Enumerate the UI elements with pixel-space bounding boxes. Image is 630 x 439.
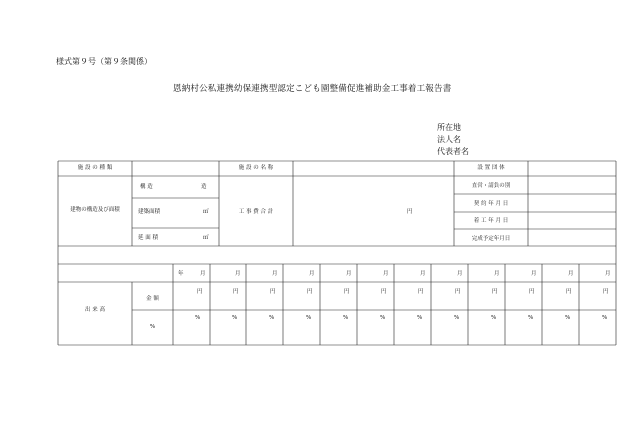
yen-cell: 円: [307, 289, 313, 295]
yen-cell: 円: [603, 289, 609, 295]
corporation-label: 法人名: [437, 135, 461, 144]
month-cell: 月: [605, 271, 611, 277]
yen-cell: 円: [270, 289, 276, 295]
amount-label: 金 額: [146, 296, 159, 302]
percent-cell: %: [232, 315, 238, 321]
month-cell: 月: [309, 271, 315, 277]
building-area-unit: ㎡: [203, 209, 209, 215]
completion-date-label: 完成予定年月日: [471, 236, 511, 242]
progress-label: 出 来 高: [85, 307, 105, 313]
yen-cell: 円: [492, 289, 498, 295]
yen-cell: 円: [197, 289, 203, 295]
month-cell: 月: [457, 271, 463, 277]
structure-label: 構 造: [140, 184, 153, 190]
month-cell: 月: [568, 271, 574, 277]
month-cell: 月: [346, 271, 352, 277]
month-cell: 月: [200, 271, 206, 277]
month-cell: 月: [420, 271, 426, 277]
month-cell: 月: [494, 271, 500, 277]
percent-cell: %: [269, 315, 275, 321]
yen-cell: 円: [418, 289, 424, 295]
percent-cell: %: [565, 315, 571, 321]
percent-cell: %: [195, 315, 201, 321]
month-cell: 月: [272, 271, 278, 277]
percent-cell: %: [491, 315, 497, 321]
form-number: 様式第９号（第９条関係）: [56, 57, 152, 66]
percent-cell: %: [306, 315, 312, 321]
percent-cell: %: [417, 315, 423, 321]
percent-label: %: [149, 324, 156, 330]
percent-cell: %: [602, 315, 608, 321]
floor-area-unit: ㎡: [203, 235, 209, 241]
percent-cell: %: [380, 315, 386, 321]
representative-label: 代表者名: [437, 147, 469, 156]
month-cell: 月: [235, 271, 241, 277]
total-cost-label: 工 事 費 合 計: [238, 209, 274, 215]
location-label: 所在地: [437, 123, 461, 132]
yen-cell: 円: [566, 289, 572, 295]
yen-cell: 円: [455, 289, 461, 295]
establisher-label: 設 置 団 体: [477, 165, 505, 171]
month-cell: 月: [531, 271, 537, 277]
year-label: 年: [178, 271, 184, 277]
document-title: 恩納村公私連携幼保連携型認定こども園整備促進補助金工事着工報告書: [173, 84, 452, 94]
structure-unit: 造: [201, 184, 207, 190]
yen-cell: 円: [381, 289, 387, 295]
yen-cell: 円: [233, 289, 239, 295]
building-area-label: 建築面積: [138, 209, 161, 215]
floor-area-label: 延 面 積: [138, 235, 158, 241]
building-structure-area-label: 建物の構造及び面積: [70, 207, 120, 213]
total-cost-yen-unit: 円: [407, 209, 413, 215]
yen-cell: 円: [529, 289, 535, 295]
construction-start-date-label: 着 工 年 月 日: [473, 218, 509, 224]
facility-type-label: 施 設 の 種 類: [77, 165, 113, 171]
percent-cell: %: [528, 315, 534, 321]
contract-type-label: 直営・請負の別: [471, 183, 511, 189]
facility-name-label: 施 設 の 名 称: [238, 165, 274, 171]
contract-date-label: 契 約 年 月 日: [473, 201, 509, 207]
percent-cell: %: [454, 315, 460, 321]
month-cell: 月: [383, 271, 389, 277]
percent-cell: %: [343, 315, 349, 321]
yen-cell: 円: [344, 289, 350, 295]
